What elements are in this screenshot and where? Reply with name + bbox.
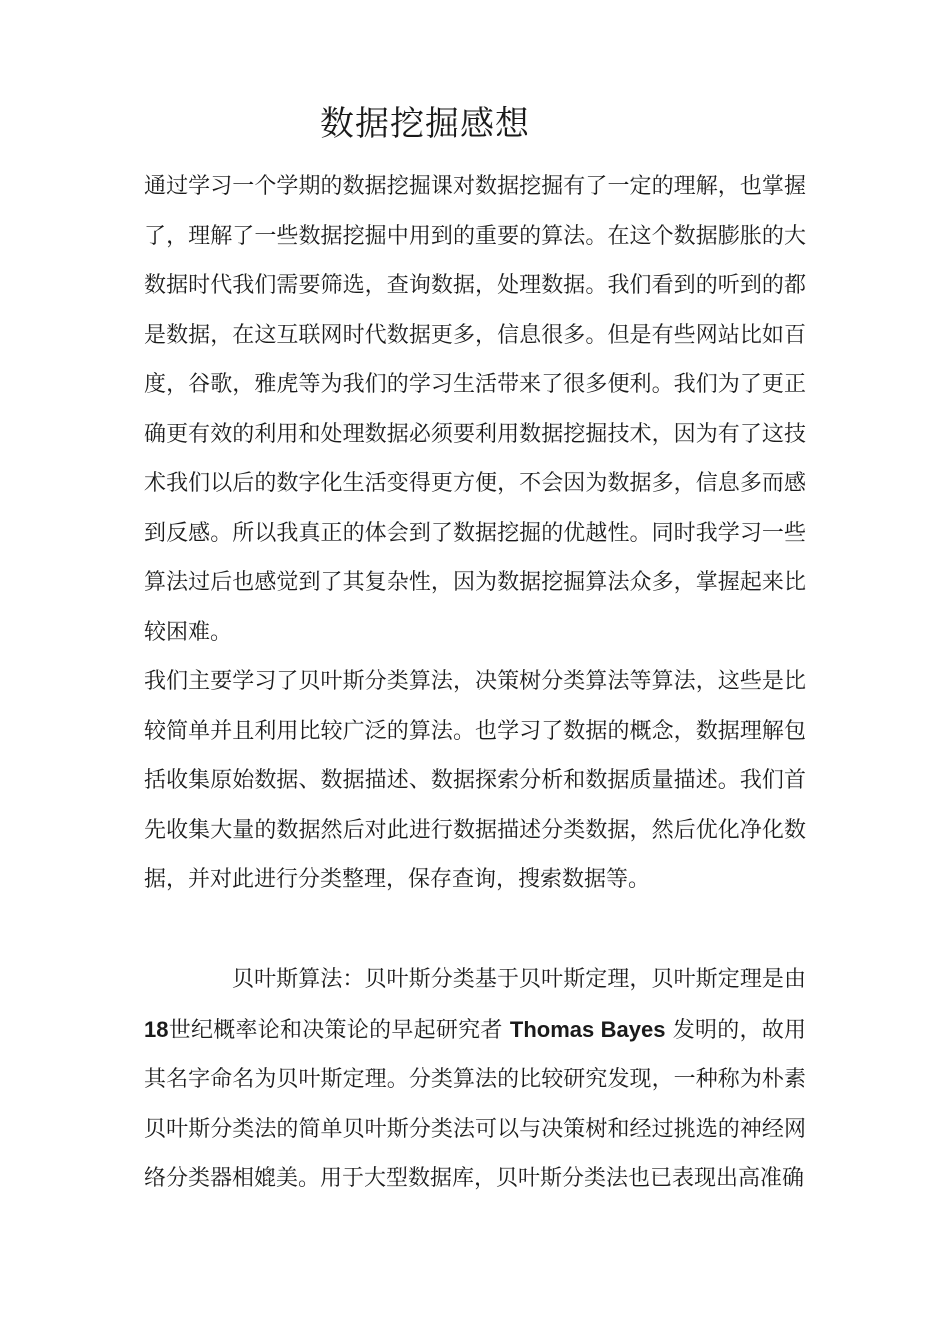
person-name: Thomas Bayes [509, 1016, 666, 1042]
century-number: 18 [144, 1016, 169, 1042]
paragraph-algorithms: 我们主要学习了贝叶斯分类算法，决策树分类算法等算法，这些是比较简单并且利用比较广泛的算法。也学习了数据的概念，数据理解包括收集原始数据、数据描述、数据探索分析和数据质量描述。我们首先收集大量的数据然后对此进行数据描述分类数据，然后优化净化数据，并对此进行分类整理，保存查询，搜索数据等。 [144, 669, 806, 892]
bayes-text-a: 贝叶斯算法：贝叶斯分类基于贝叶斯定理，贝叶斯定理是由 [232, 967, 806, 992]
paragraph-intro: 通过学习一个学期的数据挖掘课对数据挖掘有了一定的理解，也掌握了，理解了一些数据挖掘中用到的重要的算法。在这个数据膨胀的大数据时代我们需要筛选，查询数据，处理数据。我们看到的听到的都是数据，在这互联网时代数据更多，信息很多。但是有些网站比如百度，谷歌，雅虎等为我们的学习生活带来了很多便利。我们为了更正确更有效的利用和处理数据必须要利用数据挖掘技术，因为有了这技术我们以后的数字化生活变得更方便，不会因为数据多，信息多而感到反感。所以我真正的体会到了数据挖掘的优越性。同时我学习一些算法过后也感觉到了其复杂性，因为数据挖掘算法众多，掌握起来比较困难。 [144, 174, 806, 645]
paragraph-bayes [144, 955, 806, 1204]
bayes-text-c: 发明的，故用其名字命名为贝叶斯定理。分类算法的比较研究发现，一种称为朴素贝叶斯分类法的简单贝叶斯分类法可以与决策树和经过挑选的神经网络分类器相媲美。用于大型数据库，贝叶斯分类法也已表现出高准确 [144, 1017, 806, 1191]
document-title: 数据挖掘感想 [320, 104, 530, 144]
bayes-text-b: 世纪概率论和决策论的早起研究者 [168, 1017, 503, 1043]
